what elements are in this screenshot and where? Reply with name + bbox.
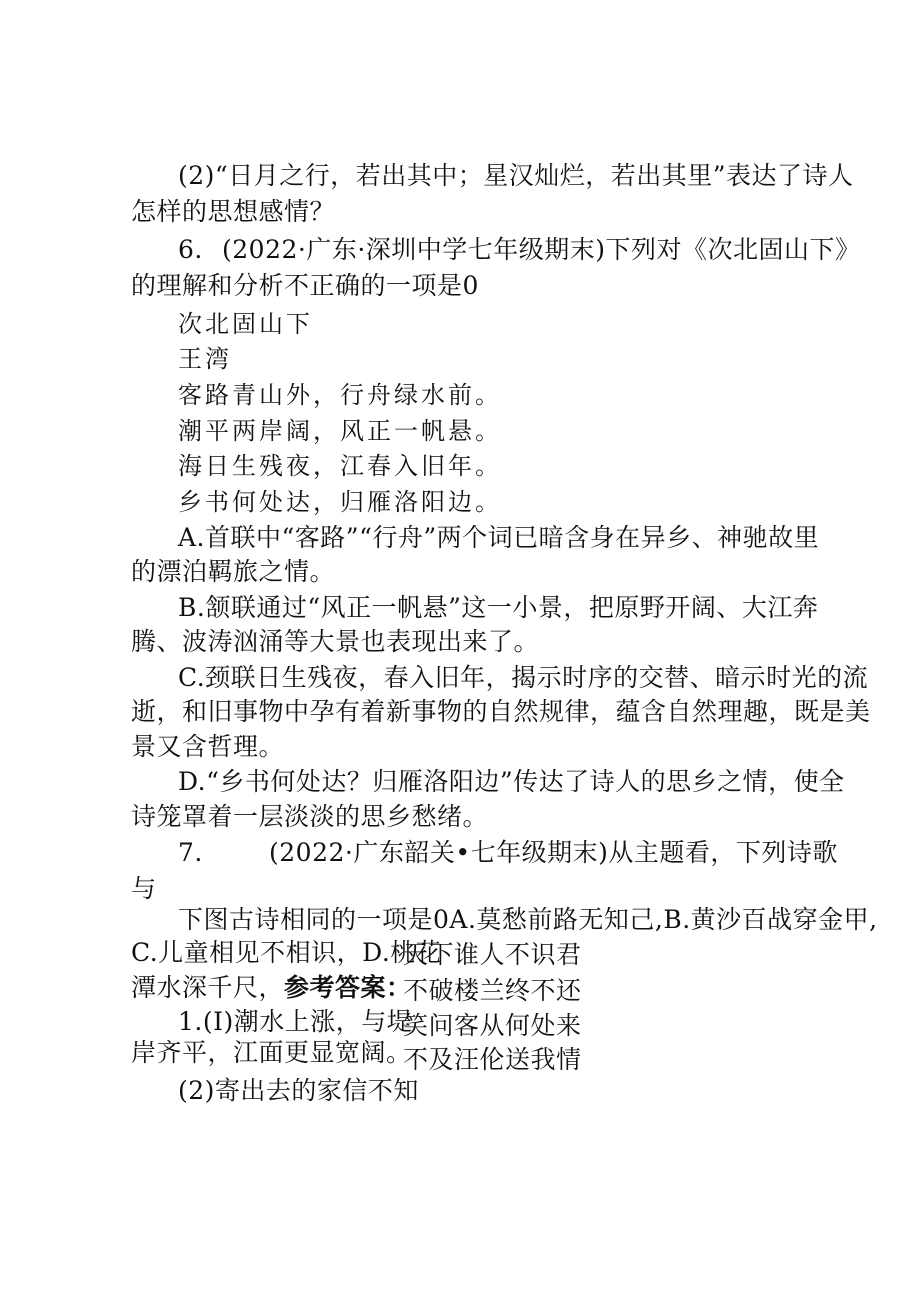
q7-line2: 下图古诗相同的一项是0A.莫愁前路无知己,B.黄沙百战穿金甲, <box>178 905 878 934</box>
option-c-line2: 逝，和旧事物中孕有着新事物的自然规律，蕴含自然理趣，既是美 <box>131 697 871 726</box>
option-a-line2: 的漂泊羁旅之情。 <box>131 557 336 586</box>
poem-choice-line: 不及汪伦送我情 <box>403 1045 582 1074</box>
option-a-line1: A.首联中“客路”“行舟”两个词已暗含身在异乡、神驰故里 <box>178 523 820 552</box>
option-b-line2: 腾、波涛汹涌等大景也表现出来了。 <box>131 627 540 656</box>
answers-heading: 参考答案： <box>284 973 412 1002</box>
option-d-line2: 诗笼罩着一层淡淡的思乡愁绪。 <box>131 802 489 831</box>
poem-line: 海日生残夜，江春入旧年。 <box>178 452 502 480</box>
option-b-line1: B.颔联通过“风正一帆悬”这一小景，把原野开阔、大江奔 <box>178 593 819 622</box>
answer-1-line2: 岸齐平，江面更显宽阔。 <box>131 1038 412 1067</box>
poem-line: 乡书何处达，归雁洛阳边。 <box>178 488 502 516</box>
poem-line: 潮平两岸阔，风正一帆悬。 <box>178 417 502 445</box>
poem-line: 客路青山外，行舟绿水前。 <box>178 381 502 409</box>
q5-sub2-line2: 怎样的思想感情？ <box>131 197 336 226</box>
q6-stem-line2: 的理解和分析不正确的一项是0 <box>131 271 479 300</box>
poem-choice-line: 不破楼兰终不还 <box>403 976 582 1005</box>
q5-sub2-line1: (2)“日月之行，若出其中；星汉灿烂，若出其里”表达了诗人 <box>178 161 854 190</box>
q7-stem: (2022·广东韶关•七年级期末)从主题看，下列诗歌 <box>269 838 838 867</box>
poem-title: 次北固山下 <box>178 310 313 338</box>
option-d-line1: D.“乡书何处达？归雁洛阳边”传达了诗人的思乡之情，使全 <box>178 767 845 796</box>
q6-number: 6. <box>178 235 203 264</box>
q6-stem-line1: (2022·广东·深圳中学七年级期末)下列对《次北固山下》 <box>222 235 861 264</box>
q7-line4-text: 潭水深千尺， <box>131 973 285 1002</box>
answer-2-line1: (2)寄出去的家信不知 <box>178 1076 419 1105</box>
option-c-line1: C.颈联日生残夜，春入旧年，揭示时序的交替、暗示时光的流 <box>178 663 869 692</box>
option-c-line3: 景又含哲理。 <box>131 732 285 761</box>
q7-line4 <box>131 973 412 1003</box>
poem-author: 王湾 <box>178 345 232 373</box>
q7-number: 7. <box>178 838 203 867</box>
answer-1-line1: 1.(I)潮水上涨，与堤 <box>178 1007 413 1036</box>
poem-choice-line: 笑问客从何处来 <box>403 1011 582 1040</box>
q7-stem-cont: 与 <box>131 874 157 903</box>
q7-line3: C.儿童相见不相识，D.桃花 <box>131 938 442 967</box>
poem-choice-line: 天下谁人不识君 <box>403 940 582 969</box>
